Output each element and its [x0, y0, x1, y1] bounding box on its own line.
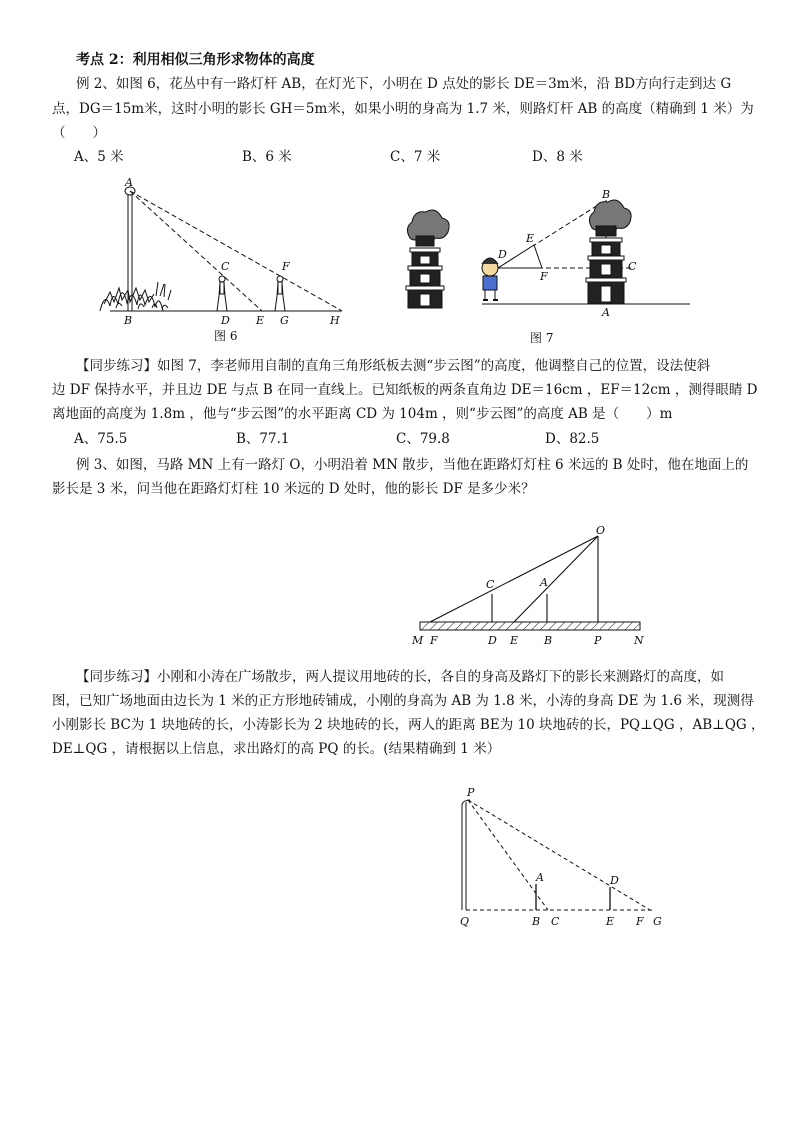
- ex2-option-d: D、8 米: [532, 149, 583, 165]
- fig6-label-d: D: [221, 314, 230, 327]
- fig7-label-f: F: [540, 270, 548, 283]
- ex3-label-o: O: [596, 524, 606, 537]
- fig6-label-f: F: [282, 260, 290, 273]
- fig6-label-c: C: [221, 260, 230, 273]
- sync2-label-g: G: [653, 915, 662, 928]
- figure-ex3: [408, 524, 648, 652]
- sync2-line-1: 【同步练习】小刚和小涛在广场散步，两人提议用地砖的长，各自的身高及路灯下的影长来测路灯的高度，如: [76, 669, 724, 685]
- figure-sync2: [450, 780, 680, 930]
- fig7-label-b: B: [602, 188, 611, 201]
- sync1-option-c: C、79.8: [396, 431, 450, 447]
- ex3-label-m: M: [412, 634, 424, 647]
- fig6-label-e: E: [256, 314, 265, 327]
- tower-picture: [396, 208, 456, 313]
- ex3-label-f: F: [430, 634, 438, 647]
- fig7-label-c: C: [628, 260, 637, 273]
- sync2-label-q: Q: [460, 915, 470, 928]
- ex3-label-a: A: [540, 576, 548, 589]
- ex3-label-c: C: [486, 578, 495, 591]
- sync2-label-c: C: [551, 915, 560, 928]
- ex2-line-2: 点，DG＝15m米，这时小明的影长 GH＝5m米，如果小明的身高为 1.7 米，则路灯杆 AB 的高度（精确到 1 米）为: [52, 101, 754, 117]
- fig7-label-d: D: [498, 248, 507, 261]
- ex2-option-b: B、6 米: [242, 149, 292, 165]
- sync1-option-b: B、77.1: [236, 431, 290, 447]
- sync1-line-2: 边 DF 保持水平，并且边 DE 与点 B 在同一直线上。已知纸板的两条直角边 DE＝16cm ，EF＝12cm ，测得眼睛 D: [52, 382, 758, 398]
- ex2-line-1: 例 2、如图 6，花丛中有一路灯杆 AB，在灯光下，小明在 D 点处的影长 DE＝3m米，沿 BD方向行走到达 G: [76, 76, 732, 92]
- fig7-label-e: E: [526, 232, 535, 245]
- fig7-label-a: A: [602, 306, 610, 319]
- fig7-caption: 图 7: [530, 331, 554, 345]
- sync1-option-a: A、75.5: [74, 431, 128, 447]
- fig6-label-g: G: [280, 314, 289, 327]
- sync1-line-3: 离地面的高度为 1.8m ，他与“步云图”的水平距离 CD 为 104m ，则“步云图”的高度 AB 是（ ）m: [52, 406, 673, 422]
- ex3-line-2: 影长是 3 米，问当他在距路灯灯柱 10 米远的 D 处时，他的影长 DF 是多少米？: [52, 481, 535, 497]
- figure-6: [90, 176, 360, 346]
- fig6-caption: 图 6: [214, 329, 238, 343]
- ex3-label-d: D: [488, 634, 497, 647]
- ex2-line-3: （ ）: [52, 125, 106, 141]
- sync1-option-d: D、82.5: [545, 431, 600, 447]
- sync2-line-2: 图，已知广场地面由边长为 1 米的正方形地砖铺成，小刚的身高为 AB 为 1.8 米，小涛的身高 DE 为 1.6 米，现测得: [52, 693, 754, 709]
- sync2-line-4: DE⊥QG ，请根据以上信息，求出路灯的高 PQ 的长。(结果精确到 1 米）: [52, 741, 501, 757]
- ex2-option-a: A、5 米: [74, 149, 124, 165]
- section-title: 考点 2：利用相似三角形求物体的高度: [76, 52, 315, 68]
- ex3-label-e: E: [510, 634, 519, 647]
- fig6-label-h: H: [330, 314, 340, 327]
- sync1-line-1: 【同步练习】如图 7，李老师用自制的直角三角形纸板去测“步云图”的高度，他调整自己的位置，设法使斜: [76, 358, 711, 374]
- sync2-label-a: A: [536, 871, 544, 884]
- figure-7: [476, 186, 696, 346]
- sync2-label-d: D: [610, 874, 619, 887]
- sync2-label-b: B: [532, 915, 541, 928]
- sync2-label-f: F: [636, 915, 644, 928]
- sync2-line-3: 小刚影长 BC为 1 块地砖的长，小涛影长为 2 块地砖的长，两人的距离 BE为 10 块地砖的长，PQ⊥QG ，AB⊥QG ，: [52, 717, 765, 733]
- ex3-line-1: 例 3、如图，马路 MN 上有一路灯 O，小明沿着 MN 散步，当他在距路灯灯柱 6 米远的 B 处时，他在地面上的: [76, 457, 749, 473]
- ex2-option-c: C、7 米: [390, 149, 441, 165]
- ex3-label-b: B: [544, 634, 553, 647]
- sync2-label-e: E: [606, 915, 615, 928]
- sync2-label-p: P: [467, 786, 475, 799]
- ex3-label-p: P: [594, 634, 602, 647]
- ex3-label-n: N: [634, 634, 644, 647]
- fig6-label-b: B: [124, 314, 133, 327]
- fig6-label-a: A: [125, 176, 133, 189]
